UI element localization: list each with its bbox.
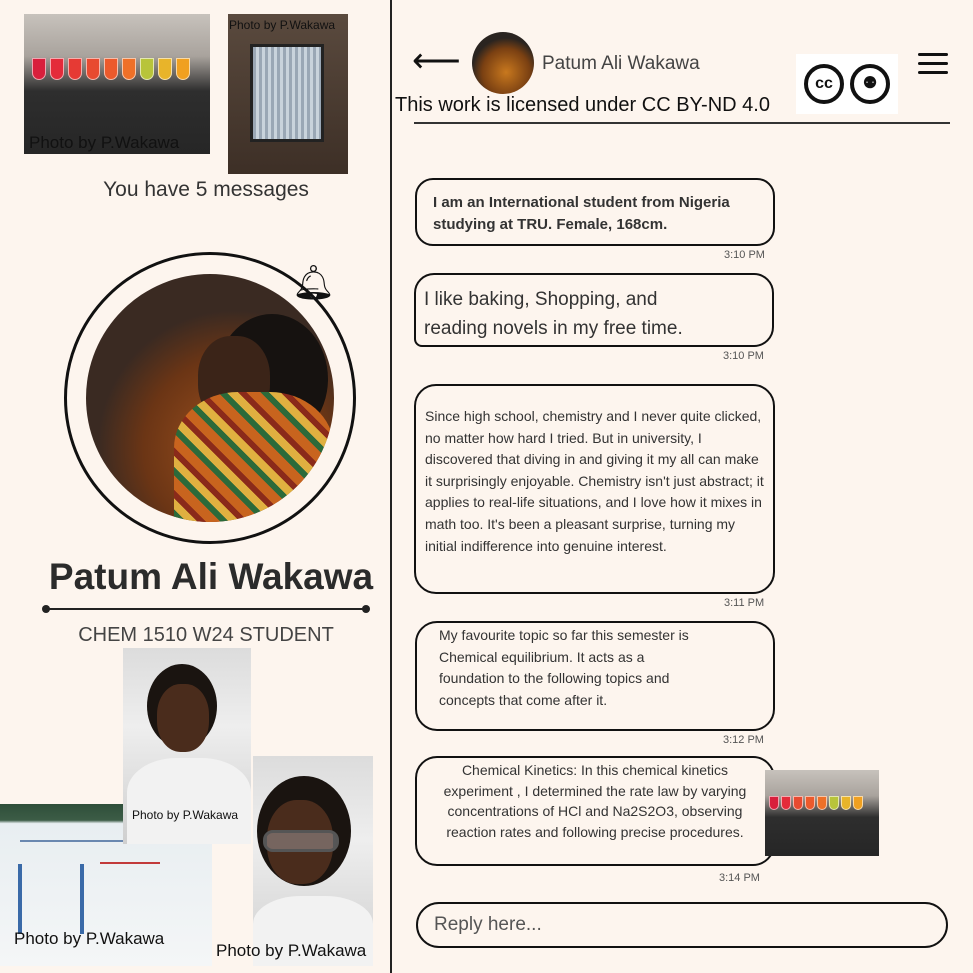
test-tube — [104, 58, 118, 80]
photo-goggles — [263, 830, 339, 852]
message-time: 3:12 PM — [723, 734, 764, 746]
message-time: 3:10 PM — [724, 249, 765, 261]
photo-labcoat — [127, 758, 251, 844]
cc-license-badge[interactable] — [796, 54, 898, 114]
kinetics-tubes-photo — [765, 770, 879, 856]
photo-caption: Photo by P.Wakawa — [216, 941, 367, 960]
profile-name: Patum Ali Wakawa — [48, 556, 374, 597]
test-tube — [86, 58, 100, 80]
hamburger-menu-icon[interactable] — [918, 53, 948, 80]
test-tube — [769, 796, 779, 810]
message-bubble — [415, 756, 775, 866]
photo-caption: Photo by P.Wakawa — [229, 18, 336, 32]
bell-icon[interactable]: 🔔︎ — [292, 264, 336, 302]
message-time: 3:11 PM — [724, 597, 765, 609]
test-tube — [793, 796, 803, 810]
test-tube — [853, 796, 863, 810]
test-tube — [781, 796, 791, 810]
test-tube — [32, 58, 46, 80]
lab-screen-photo — [228, 14, 348, 174]
test-tube — [158, 58, 172, 80]
avatar-clothing — [174, 392, 334, 522]
message-text: Since high school, chemistry and I never quite clicked, no matter how hard I tried. But in university, I discovered that diving in and giving it my all can make it surprisingly enjoyable. Chemistry isn't just abstract; it applies to real-life situations, and I love how it mixes in math too. It's been a pleasant surprise, turning my initial indifference into genuine interest. — [425, 408, 764, 554]
header-divider — [414, 122, 950, 124]
board-drawing — [80, 864, 84, 934]
message-bubble — [415, 621, 775, 731]
test-tube — [68, 58, 82, 80]
underline-dot — [42, 605, 50, 613]
message-time: 3:14 PM — [719, 872, 760, 884]
message-bubble — [415, 178, 775, 246]
test-tube — [140, 58, 154, 80]
test-tube — [805, 796, 815, 810]
test-tube — [817, 796, 827, 810]
photo-face — [157, 684, 209, 752]
chat-avatar[interactable] — [472, 32, 534, 94]
board-drawing — [18, 864, 22, 934]
message-text: I like baking, Shopping, and reading novels in my free time. — [424, 289, 683, 339]
test-tube — [829, 796, 839, 810]
chat-contact-name: Patum Ali Wakawa — [542, 53, 700, 74]
underline-dot — [362, 605, 370, 613]
name-underline — [46, 608, 368, 610]
test-tube — [122, 58, 136, 80]
reply-input[interactable] — [416, 902, 948, 948]
test-tube — [50, 58, 64, 80]
photo-caption: Photo by P.Wakawa — [29, 133, 180, 152]
message-text: I am an International student from Nigeria studying at TRU. Female, 168cm. — [433, 194, 730, 233]
message-bubble — [414, 384, 775, 594]
test-tube — [841, 796, 851, 810]
message-text: Chemical Kinetics: In this chemical kinetics experiment , I determined the rate law by varying concentrations of HCl and Na2S2O3, observing reaction rates and following precise procedures. — [443, 762, 747, 840]
message-text: My favourite topic so far this semester is Chemical equilibrium. It acts as a foundation to the following topics and concepts that come after it. — [439, 627, 689, 708]
cc-icon: cc — [804, 64, 844, 104]
message-time: 3:10 PM — [723, 350, 764, 362]
reply-placeholder: Reply here... — [434, 914, 542, 935]
board-drawing — [100, 862, 160, 864]
test-tube — [176, 58, 190, 80]
instrument-screen — [250, 44, 324, 142]
photo-caption: Photo by P.Wakawa — [14, 929, 165, 948]
course-label: CHEM 1510 W24 STUDENT — [78, 624, 334, 646]
attribution-icon: ⚉ — [850, 64, 890, 104]
student-goggles-photo — [253, 756, 373, 966]
back-arrow-icon[interactable]: ⟵ — [412, 42, 461, 80]
message-count: You have 5 messages — [103, 178, 309, 201]
profile-avatar[interactable] — [86, 274, 334, 522]
panel-divider — [390, 0, 392, 973]
message-bubble — [414, 273, 774, 347]
photo-caption: Photo by P.Wakawa — [132, 808, 239, 822]
license-text: This work is licensed under CC BY-ND 4.0 — [395, 94, 770, 116]
